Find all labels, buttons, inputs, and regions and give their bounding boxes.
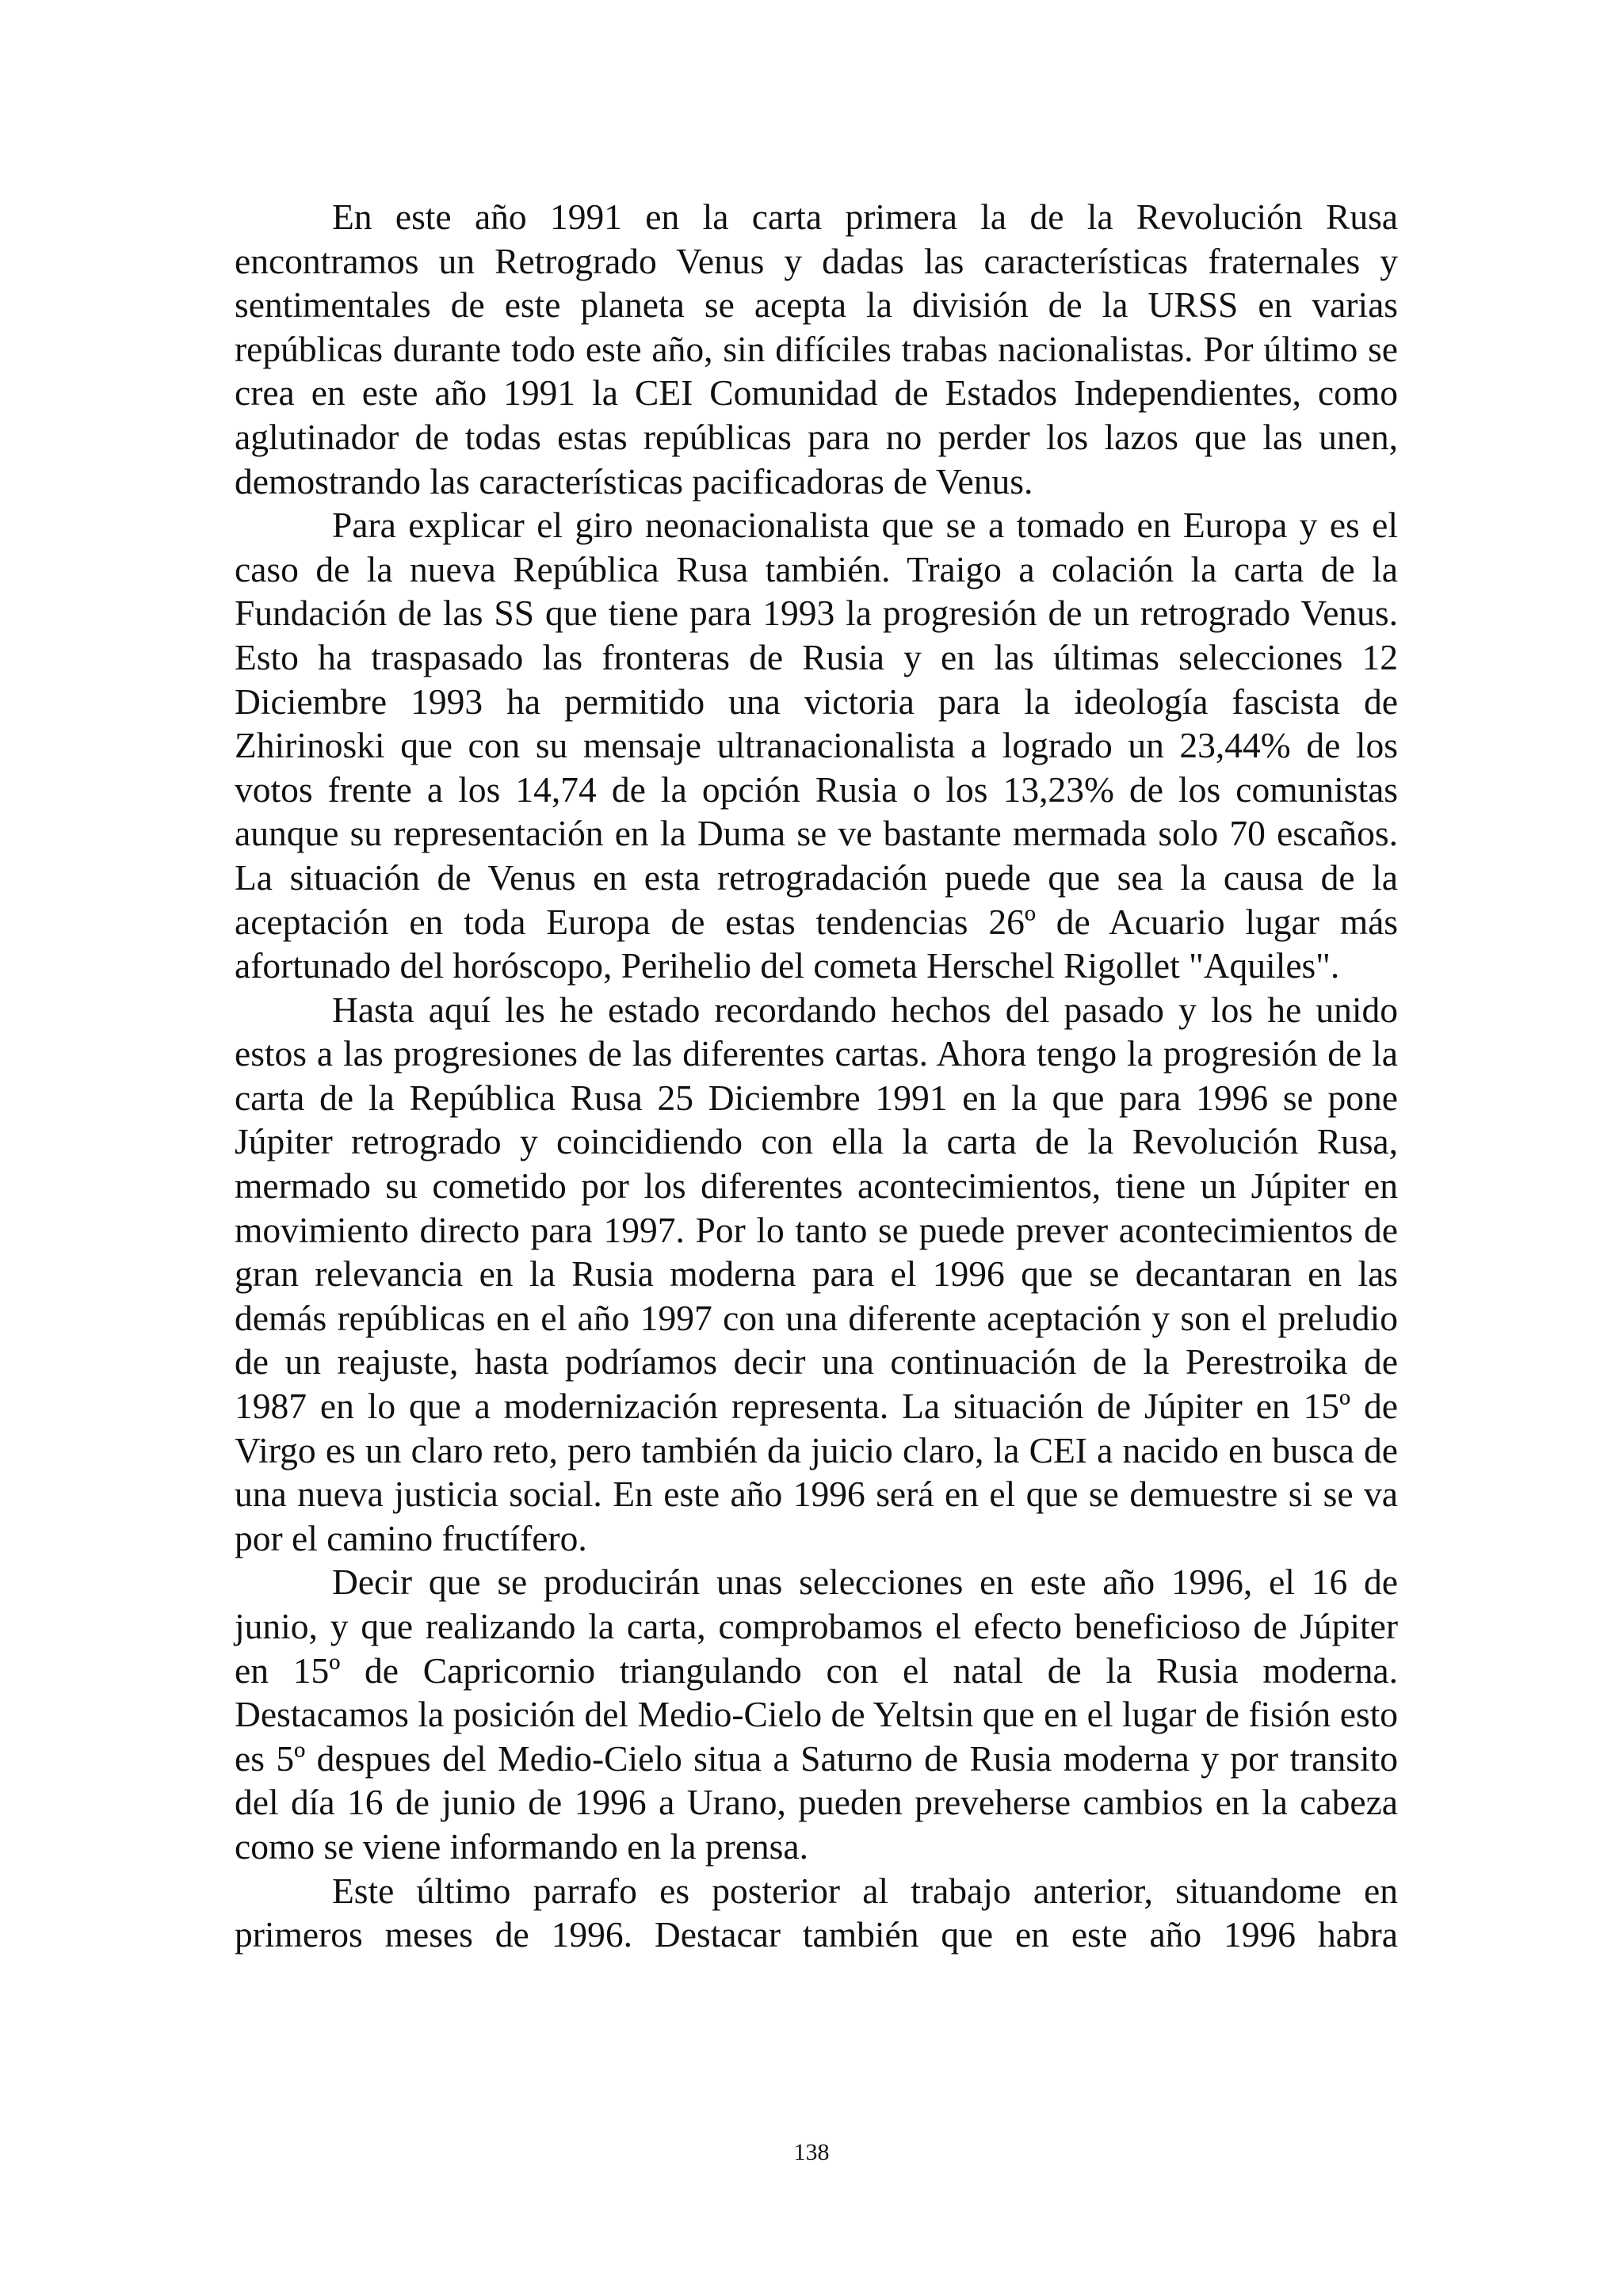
paragraph-1: En este año 1991 en la carta primera la de la Revolución Rusa encontramos un Retrogrado Venus y dadas las características fraternales y sentimentales de este planeta se acepta la división de la URSS en varias repúblicas durante todo este año, sin difíciles trabas nacionalistas. Por último se crea en este año 1991 la CEI Comunidad de Estados Independientes, como aglutinador de todas estas repúblicas para no perder los lazos que las unen, demostrando las características pacificadoras de Venus. — [235, 196, 1398, 502]
paragraph-3: Hasta aquí les he estado recordando hechos del pasado y los he unido estos a las progresiones de las diferentes cartas. Ahora tengo la progresión de la carta de la República Rusa 25 Diciembre 1991 en la que para 1996 se pone Júpiter retrogrado y coincidiendo con ella la carta de la Revolución Rusa, mermado su cometido por los diferentes acontecimientos, tiene un Júpiter en movimiento directo para 1997. Por lo tanto se puede prever acontecimientos de gran relevancia en la Rusia moderna para el 1996 que se decantaran en las demás repúblicas en el año 1997 con una diferente aceptación y son el preludio de un reajuste, hasta podríamos decir una continuación de la Perestroika de 1987 en lo que a modernización representa. La situación de Júpiter en 15º de Virgo es un claro reto, pero también da juicio claro, la CEI a nacido en busca de una nueva justicia social. En este año 1996 será en el que se demuestre si se va por el camino fructífero. — [235, 989, 1398, 1558]
paragraph-5: Este último parrafo es posterior al trabajo anterior, situandome en primeros meses de 1996. Destacar también que en este año 1996 habra — [235, 1870, 1398, 1955]
paragraph-4: Decir que se producirán unas selecciones en este año 1996, el 16 de junio, y que realizando la carta, comprobamos el efecto beneficioso de Júpiter en 15º de Capricornio triangulando con el natal de la Rusia moderna. Destacamos la posición del Medio-Cielo de Yeltsin que en el lugar de fisión esto es 5º despues del Medio-Cielo situa a Saturno de Rusia moderna y por transito del día 16 de junio de 1996 a Urano, pueden preveherse cambios en la cabeza como se viene informando en la prensa. — [235, 1562, 1398, 1867]
page-number: 138 — [793, 2139, 830, 2165]
paragraph-2: Para explicar el giro neonacionalista que se a tomado en Europa y es el caso de la nueva República Rusa también. Traigo a colación la carta de la Fundación de las SS que tiene para 1993 la progresión de un retrogrado Venus. Esto ha traspasado las fronteras de Rusia y en las últimas selecciones 12 Diciembre 1993 ha permitido una victoria para la ideología fascista de Zhirinoski que con su mensaje ultranacionalista a logrado un 23,44% de los votos frente a los 14,74 de la opción Rusia o los 13,23% de los comunistas aunque su representación en la Duma se ve bastante mermada solo 70 escaños. La situación de Venus en esta retrogradación puede que sea la causa de la aceptación en toda Europa de estas tendencias 26º de Acuario lugar más afortunado del horóscopo, Perihelio del cometa Herschel Rigollet "Aquiles". — [235, 505, 1398, 986]
body-text — [235, 195, 1398, 1957]
